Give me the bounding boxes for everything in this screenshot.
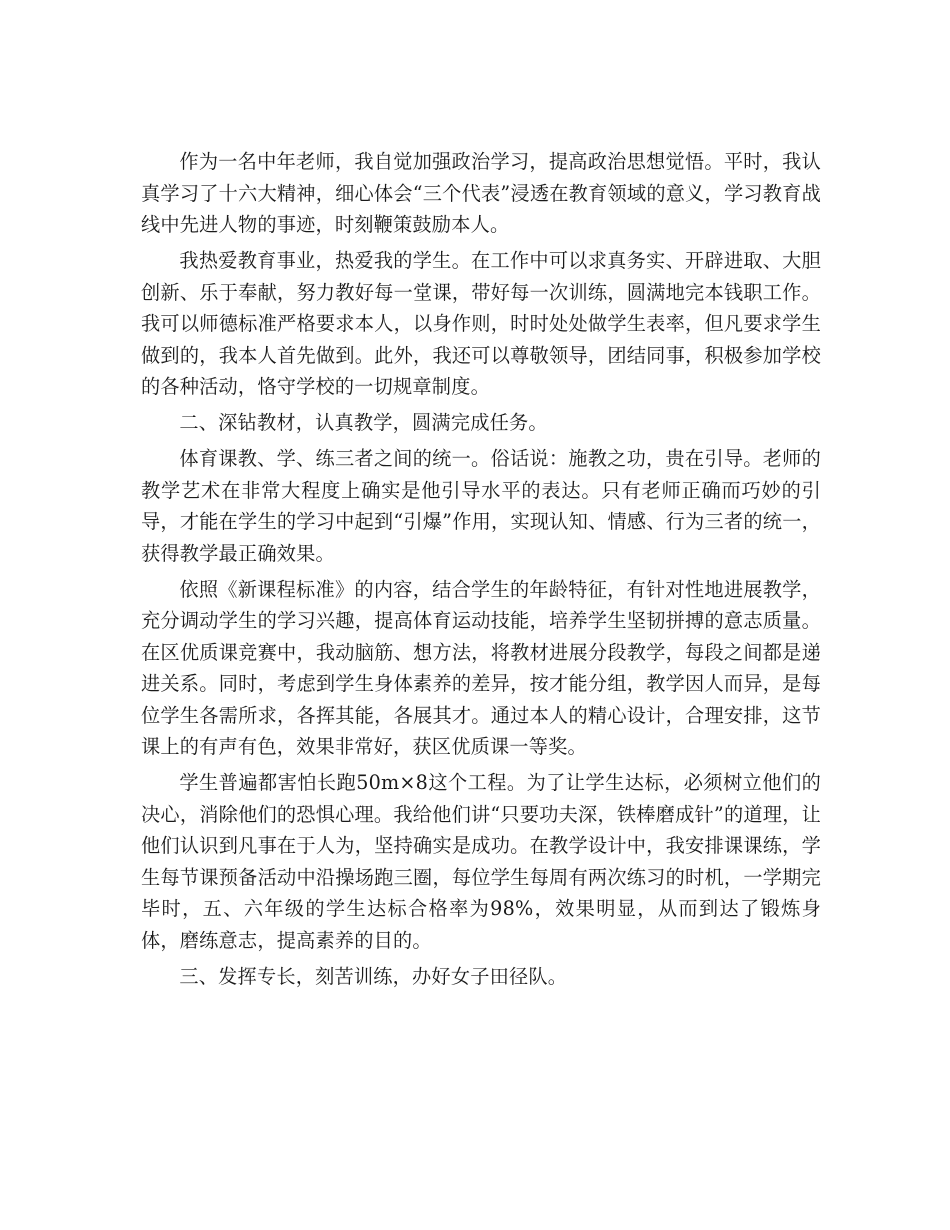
paragraph-curriculum-standard: 依照《新课程标准》的内容，结合学生的年龄特征，有针对性地进展教学，充分调动学生的学习兴趣，提高体育运动技能，培养学生坚韧拼搏的意志质量。在区优质课竞赛中，我动脑筋、想方法，将教材进展分段教学，每段之间都是递进关系。同时，考虑到学生身体素养的差异，按才能分组，教学因人而异，是每位学生各需所求，各挥其能，各展其才。通过本人的精心设计，合理安排，这节课上的有声有色，效果非常好，获区优质课一等奖。	[141, 577, 821, 758]
section-heading-2: 二、深钻教材，认真教学，圆满完成任务。	[179, 411, 548, 434]
document-body	[141, 146, 821, 997]
paragraph-love-education: 我热爱教育事业，热爱我的学生。在工作中可以求真务实、开辟进取、大胆创新、乐于奉献，努力教好每一堂课，带好每一次训练，圆满地完本钱职工作。我可以师德标准严格要求本人，以身作则，时时处处做学生表率，但凡要求学生做到的，我本人首先做到。此外，我还可以尊敬领导，团结同事，积极参加学校的各种活动，恪守学校的一切规章制度。	[141, 249, 821, 398]
section-heading-3: 三、发挥专长，刻苦训练，办好女子田径队。	[179, 964, 568, 988]
paragraph-political-study: 作为一名中年老师，我自觉加强政治学习，提高政治思想觉悟。平时，我认真学习了十六大精神，细心体会“三个代表”浸透在教育领域的意义，学习教育战线中先进人物的事迹，时刻鞭策鼓励本人。	[141, 150, 821, 236]
paragraph-teaching-unity: 体育课教、学、练三者之间的统一。俗话说：施教之功，贵在引导。老师的教学艺术在非常大程度上确实是他引导水平的表达。只有老师正确而巧妙的引导，才能在学生的学习中起到“引爆”作用，实现认知、情感、行为三者的统一，获得教学最正确效果。	[141, 447, 821, 565]
paragraph-long-distance-running: 学生普遍都害怕长跑50m×8这个工程。为了让学生达标，必须树立他们的决心，消除他们的恐惧心理。我给他们讲“只要功夫深，铁棒磨成针”的道理，让他们认识到凡事在于人为，坚持确实是成功。在教学设计中，我安排课课练，学生每节课预备活动中沿操场跑三圈，每位学生每周有两次练习的时机，一学期完毕时，五、六年级的学生达标合格率为98%，效果明显，从而到达了锻炼身体，磨练意志，提高素养的目的。	[141, 771, 821, 952]
